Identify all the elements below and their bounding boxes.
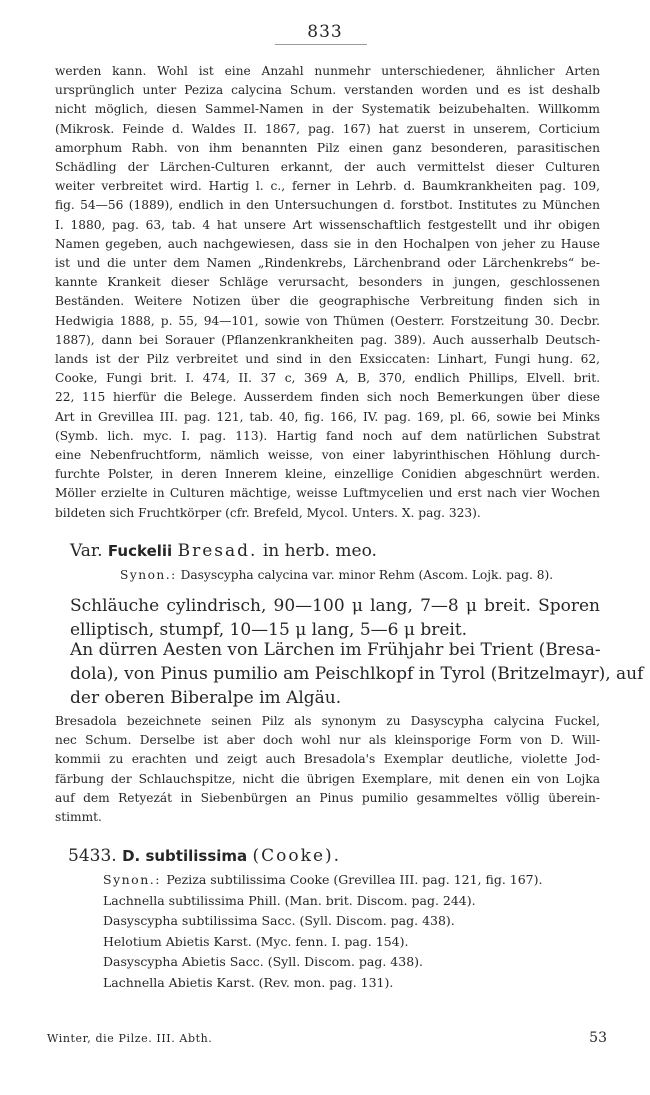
- text-line: I. 1880, pag. 63, tab. 4 hat unsere Art wissenschaftlich festgestellt und ihr obigen: [55, 217, 600, 232]
- text-line: fig. 54—56 (1889), endlich in den Untersuchungen d. forstbot. Institutes zu München: [55, 198, 600, 213]
- text-line: (Symb. lich. myc. I. pag. 113). Hartig fand noch auf dem natürlichen Substrat: [55, 428, 600, 443]
- page-number: 833: [307, 22, 343, 42]
- text-line: auf dem Retyezát in Siebenbürgen an Pinus pumilio gesammeltes völlig überein-: [55, 790, 600, 805]
- synonym-line: [103, 870, 543, 891]
- species-author: (Cooke).: [252, 846, 342, 866]
- footer-sheet-number: 53: [589, 1030, 607, 1046]
- variety-habitat: [70, 638, 644, 710]
- description-line: Schläuche cylindrisch, 90—100 μ lang, 7—8 μ breit. Sporen: [70, 596, 600, 616]
- text-line: Möller erzielte in Culturen mächtige, weisse Luftmycelien und erst nach vier Wochen: [55, 486, 600, 501]
- text-line: nicht möglich, diesen Sammel-Namen in der Systematik beizubehalten. Willkomm: [55, 102, 600, 117]
- synonym-text: Peziza subtilissima Cooke (Grevillea III. pag. 121, fig. 167).: [166, 872, 543, 887]
- habitat-line: dola), von Pinus pumilio am Peischlkopf in Tyrol (Britzelmayr), auf: [70, 664, 644, 684]
- synonym-line: Dasyscypha subtilissima Sacc. (Syll. Discom. pag. 438).: [103, 913, 455, 928]
- variety-synonym-label: Synon.:: [120, 568, 177, 582]
- description-line: elliptisch, stumpf, 10—15 μ lang, 5—6 μ breit.: [70, 620, 468, 640]
- variety-prefix: Var.: [70, 541, 103, 561]
- synonym-line: Lachnella Abietis Karst. (Rev. mon. pag. 131).: [103, 974, 394, 990]
- text-line: Cooke, Fungi brit. I. 474, II. 37 c, 369 A, B, 370, endlich Phillips, Elvell. brit.: [55, 371, 600, 386]
- text-line: 1887), dann bei Sorauer (Pflanzenkrankheiten pag. 389). Auch ausserhalb Deutsch-: [55, 332, 600, 347]
- variety-author: Bresad.: [177, 541, 258, 561]
- text-line: furchte Polster, in deren Innerem kleine, einzellige Conidien abgeschnürt werden.: [55, 467, 600, 482]
- synonym-line: Dasyscypha Abietis Sacc. (Syll. Discom. pag. 438).: [103, 954, 424, 969]
- text-line: weiter verbreitet wird. Hartig l. c., ferner in Lehrb. d. Baumkrankheiten pag. 109,: [55, 179, 600, 194]
- species-entry-heading: [68, 846, 341, 866]
- text-line: werden kann. Wohl ist eine Anzahl nunmehr unterschiedener, ähnlicher Arten: [55, 64, 600, 78]
- text-line: färbung der Schlauchspitze, nicht die übrigen Exemplare, mit denen ein von Lojka: [55, 771, 600, 786]
- paragraph-willkommii-notes: [55, 62, 600, 523]
- variety-name: Fuckelii: [107, 542, 173, 560]
- habitat-line: der oberen Biberalpe im Algäu.: [70, 688, 342, 708]
- species-name: D. subtilissima: [122, 847, 248, 865]
- footer-signature: Winter, die Pilze. III. Abth.: [47, 1032, 213, 1045]
- synonym-label: Synon.:: [103, 872, 167, 887]
- text-line: kannte Krankeit dieser Schläge verursacht, besonders in jungen, geschlossenen: [55, 275, 600, 290]
- text-line: ursprünglich unter Peziza calycina Schum. verstanden worden und es ist deshalb: [55, 83, 600, 98]
- text-line: lands ist der Pilz verbreitet und sind in den Exsiccaten: Linhart, Fungi hung. 62,: [55, 352, 600, 367]
- text-line: Art in Grevillea III. pag. 121, tab. 40, fig. 166, IV. pag. 169, pl. 66, sowie bei Minks: [55, 409, 600, 424]
- text-line: Bresadola bezeichnete seinen Pilz als synonym zu Dasyscypha calycina Fuckel,: [55, 714, 600, 728]
- variety-synonym-text: Dasyscypha calycina var. minor Rehm (Ascom. Lojk. pag. 8).: [180, 568, 554, 582]
- text-line: bildeten sich Fruchtkörper (cfr. Brefeld, Mycol. Unters. X. pag. 323).: [55, 505, 481, 520]
- text-line: stimmt.: [55, 810, 102, 825]
- text-line: amorphum Rabh. von ihm benannten Pilz einen ganz besonderen, parasitischen: [55, 140, 600, 155]
- species-synonyms: [103, 870, 543, 993]
- text-line: ist und die unter dem Namen „Rindenkrebs, Lärchenbrand oder Lärchenkrebs“ be-: [55, 256, 600, 271]
- synonym-line: Helotium Abietis Karst. (Myc. fenn. I. pag. 154).: [103, 933, 409, 949]
- text-line: 22, 115 hierfür die Belege. Ausserdem finden sich noch Bemerkungen über diese: [55, 390, 600, 405]
- text-line: Schädling der Lärchen-Culturen erkannt, der auch vermittelst dieser Culturen: [55, 160, 600, 175]
- variety-heading: [70, 541, 377, 561]
- variety-synonym: [120, 568, 553, 582]
- text-line: nec Schum. Derselbe ist aber doch wohl nur als kleinsporige Form von D. Will-: [55, 733, 600, 748]
- paragraph-bresadola-notes: [55, 712, 600, 827]
- text-line: kommii zu erachten und zeigt auch Bresadola's Exemplar deutliche, violette Jod-: [55, 752, 600, 767]
- header-rule: [275, 44, 367, 45]
- variety-description: [70, 594, 600, 642]
- species-number: 5433.: [68, 846, 117, 866]
- text-line: Hedwigia 1888, p. 55, 94—101, sowie von Thümen (Oesterr. Forstzeitung 30. Decbr.: [55, 313, 600, 328]
- synonym-line: Lachnella subtilissima Phill. (Man. brit. Discom. pag. 244).: [103, 892, 476, 908]
- text-line: Namen gegeben, auch nachgewiesen, dass sie in den Hochalpen von jeher zu Hause: [55, 236, 600, 251]
- text-line: Beständen. Weitere Notizen über die geographische Verbreitung finden sich in: [55, 294, 600, 309]
- variety-rest: in herb. meo.: [262, 541, 377, 561]
- text-line: eine Nebenfruchtform, nämlich weisse, von einer labyrinthischen Höhlung durch-: [55, 448, 600, 463]
- text-line: (Mikrosk. Feinde d. Waldes II. 1867, pag. 167) hat zuerst in unserem, Corticium: [55, 121, 600, 136]
- habitat-line: An dürren Aesten von Lärchen im Frühjahr bei Trient (Bresa-: [70, 640, 601, 660]
